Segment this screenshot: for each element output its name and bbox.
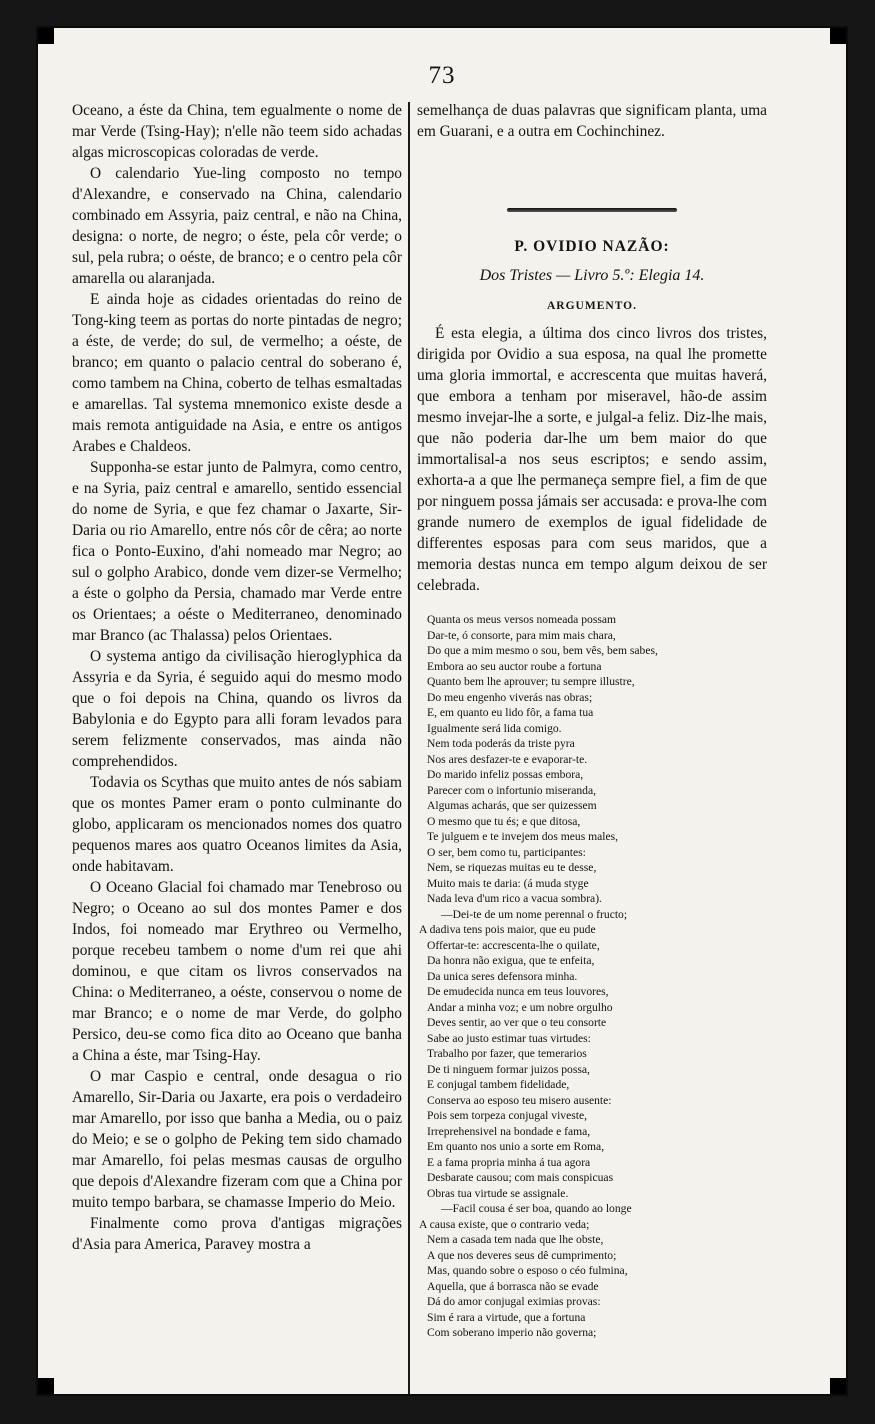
decorative-rule bbox=[507, 208, 677, 212]
argument-heading: ARGUMENTO. bbox=[547, 300, 637, 312]
paragraph: O calendario Yue-ling composto no tempo d'Alexandre, e conservado na China, calendario combinado em Assyria, paiz central, e não na China, designa: o norte, de negro; o éste, pela côr verde; o sul, pela rubra; o oéste, de branco; e o centro pela côr amarella ou alaranjada. bbox=[72, 165, 402, 287]
poem-line: O ser, bem como tu, participantes: bbox=[427, 845, 586, 859]
poem-line: Nos ares desfazer-te e evaporar-te. bbox=[427, 752, 588, 766]
poem-line: Dar-te, ó consorte, para mim mais chara, bbox=[427, 628, 616, 642]
poem-line: Dá do amor conjugal eximias provas: bbox=[427, 1295, 601, 1308]
poem-line: —Facil cousa é ser boa, quando ao longe bbox=[441, 1202, 632, 1215]
paragraph: Supponha-se estar junto de Palmyra, como centro, e na Syria, paiz central e amarello, sentido essencial do nome de Syria, e que fez chamar o Jaxarte, Sir-Daria ou rio Amarello, entre nós côr de cêra; ao norte fica o Ponto-Euxino, d'ahi nomeado mar Negro; ao sul o golpho Arabico, donde vem dizer-se Vermelho; a éste o golpho da Persia, chamado mar Verde entre os Orientaes; a oéste o Mediterraneo, denominado mar Branco (ac Thalassa) pelos Orientaes. bbox=[72, 459, 402, 644]
poem-line: O mesmo que tu és; e que ditosa, bbox=[427, 814, 581, 828]
paragraph-continuation: semelhança de duas palavras que significam planta, uma em Guarani, e a outra em Cochinchinez. bbox=[417, 102, 767, 140]
poem-line: Do que a mim mesmo o sou, bem vês, bem sabes, bbox=[427, 644, 658, 657]
poem-line: Nem toda poderás da triste pyra bbox=[427, 737, 575, 750]
poem-line: Aquella, que á borrasca não se evade bbox=[427, 1279, 599, 1293]
poem-line: Com soberano imperio não governa; bbox=[427, 1326, 597, 1339]
poem-line: Parecer com o infortunio miseranda, bbox=[427, 783, 597, 797]
poem-line: Da honra não exigua, que te enfeita, bbox=[427, 954, 595, 967]
poem-line: —Dei-te de um nome perennal o fructo; bbox=[441, 907, 628, 921]
poem-line: Em quanto nos unio a sorte em Roma, bbox=[427, 1140, 605, 1153]
page-number: 73 bbox=[428, 62, 456, 89]
argument-paragraph: É esta elegia, a última dos cinco livros dos tristes, dirigida por Ovidio a sua esposa, na qual lhe promette uma gloria immortal, e accrescenta que muitas haverá, que embora a tenham por miseravel, hão-de assim mesmo invejar-lhe a sorte, e julgal-a feliz. Diz-lhe mais, que não poderia dar-lhe um bem maior do que immortalisal-a nos seus escriptos; e sendo assim, exhorta-a a que lhe permaneça sempre fiel, a fim de que por ninguem possa jámais ser accusada: e prova-lhe com grande numero de exemplos de igual fidelidade de differentes esposas para com seus maridos, que a memoria destas nunca em tempo algum deixou de ser celebrada. bbox=[417, 325, 767, 594]
poem-line: Nem a casada tem nada que lhe obste, bbox=[427, 1233, 604, 1246]
poem-line: Quanta os meus versos nomeada possam bbox=[427, 613, 617, 626]
paragraph: E ainda hoje as cidades orientadas do reino de Tong-king teem as portas do norte pintadas de negro; a éste, de verde; do sul, de vermelho; a oéste, de branco; em quanto o palacio central do soberano é, como tambem na China, coberto de telhas esmaltadas e amarellas. Tal systema mnemonico existe desde a mais remota antiguidade na Asia, e entre os antigos Arabes e Chaldeos. bbox=[72, 291, 402, 455]
poem-line: Obras tua virtude se assignale. bbox=[427, 1186, 569, 1200]
poem-line: Pois sem torpeza conjugal viveste, bbox=[427, 1109, 588, 1122]
paragraph: O Oceano Glacial foi chamado mar Tenebroso ou Negro; o Oceano ao sul dos montes Pamer e dos Indos, foi nomeado mar Erythreo ou Vermelho, porque recebeu tambem o nome d'um rei que ahi dominou, e que citam os livros conservados na China: o Mediterraneo, a oéste, conservou o nome de mar Branco; e o nome de mar Verde, do golpho Persico, deu-se como fica dito ao Oceano que banha a China a éste, mar Tsing-Hay. bbox=[72, 879, 402, 1064]
poem-line: Desbarate causou; com mais conspicuas bbox=[427, 1171, 614, 1184]
poem-line: Te julguem e te invejem dos meus males, bbox=[427, 830, 619, 843]
paragraph: Oceano, a éste da China, tem egualmente o nome de mar Verde (Tsing-Hay); n'elle não teem sido achadas algas microscopicas coloradas de verde. bbox=[72, 102, 402, 161]
poem-line: Igualmente será lida comigo. bbox=[427, 721, 562, 735]
poem-line: Sim é rara a virtude, que a fortuna bbox=[427, 1310, 586, 1324]
poem-line: A causa existe, que o contrario veda; bbox=[419, 1217, 590, 1231]
scan-corner-mark bbox=[830, 28, 846, 44]
poem-line: Andar a minha voz; e um nobre orgulho bbox=[427, 1000, 613, 1014]
scanned-page bbox=[38, 28, 846, 1394]
poem-line: E, em quanto eu lido fôr, a fama tua bbox=[427, 706, 594, 719]
poem-line: Deves sentir, ao ver que o teu consorte bbox=[427, 1016, 607, 1029]
poem-line: Do meu engenho viverás nas obras; bbox=[427, 690, 593, 704]
column-divider bbox=[408, 102, 410, 1394]
poem-line: A dadiva tens pois maior, que eu pude bbox=[419, 923, 596, 936]
poem-line: De ti ninguem formar juizos possa, bbox=[427, 1062, 590, 1076]
paragraph: Finalmente como prova d'antigas migrações d'Asia para America, Paravey mostra a bbox=[72, 1215, 402, 1253]
poem-line: Sabe ao justo estimar tuas virtudes: bbox=[427, 1031, 591, 1045]
scan-corner-mark bbox=[38, 28, 54, 44]
paragraph: Todavia os Scythas que muito antes de nós sabiam que os montes Pamer eram o ponto culminante do globo, applicaram os mencionados nomes dos quatro pequenos mares aos quatro Oceanos limites da Asia, onde habitavam. bbox=[72, 774, 402, 875]
poem-line: E conjugal tambem fidelidade, bbox=[427, 1078, 570, 1091]
poem-line: Offertar-te: accrescenta-lhe o quilate, bbox=[427, 938, 600, 952]
paragraph: O systema antigo da civilisação hieroglyphica da Assyria e da Syria, é seguido aqui do mesmo modo que o foi depois na China, quando os livros da Babylonia e do Egypto para alli foram levados para serem felizmente conservados, mas ainda não comprehendidos. bbox=[72, 648, 402, 770]
poem-author-heading: P. OVIDIO NAZÃO: bbox=[514, 238, 670, 255]
poem-line: Da unica seres defensora minha. bbox=[427, 969, 578, 983]
scan-corner-mark bbox=[38, 1378, 54, 1394]
paragraph: O mar Caspio e central, onde desagua o rio Amarello, Sir-Daria ou Jaxarte, era pois o verdadeiro mar Amarello, por isso que banha a Media, ou o paiz do Meio; e se o golpho de Peking tem sido chamado mar Amarello, foi pelas mesmas causas de orgulho que depois d'Alexandre fizeram com que a China por muito tempo barbara, se chamasse Imperio do Meio. bbox=[72, 1068, 402, 1211]
poem-line: Irreprehensivel na bondade e fama, bbox=[427, 1124, 591, 1138]
scan-corner-mark bbox=[830, 1378, 846, 1394]
poem-line: E a fama propria minha á tua agora bbox=[427, 1155, 591, 1169]
poem-source-heading: Dos Tristes — Livro 5.º: Elegia 14. bbox=[479, 267, 705, 284]
poem-line: Mas, quando sobre o esposo o céo fulmina, bbox=[427, 1264, 628, 1277]
poem-line: Embora ao seu auctor roube a fortuna bbox=[427, 659, 602, 673]
poem-line: Algumas acharás, que ser quizessem bbox=[427, 799, 597, 812]
poem-line: Conserva ao esposo teu misero ausente: bbox=[427, 1093, 612, 1107]
left-column bbox=[72, 100, 402, 1255]
poem-line: Quanto bem lhe aprouver; tu sempre illustre, bbox=[427, 675, 635, 688]
poem-line: Nada leva d'um rico a vacua sombra). bbox=[427, 892, 602, 905]
poem-line: Nem, se riquezas muitas eu te desse, bbox=[427, 861, 597, 874]
poem-line: A que nos deveres seus dê cumprimento; bbox=[427, 1248, 617, 1262]
poem-line: Trabalho por fazer, que temerarios bbox=[427, 1047, 587, 1060]
poem-line: Do marido infeliz possas embora, bbox=[427, 768, 584, 781]
right-column bbox=[417, 100, 767, 1341]
poem-verses bbox=[417, 612, 767, 1341]
poem-line: Muito mais te daria: (á muda styge bbox=[427, 876, 589, 890]
poem-line: De emudecida nunca em teus louvores, bbox=[427, 985, 609, 998]
